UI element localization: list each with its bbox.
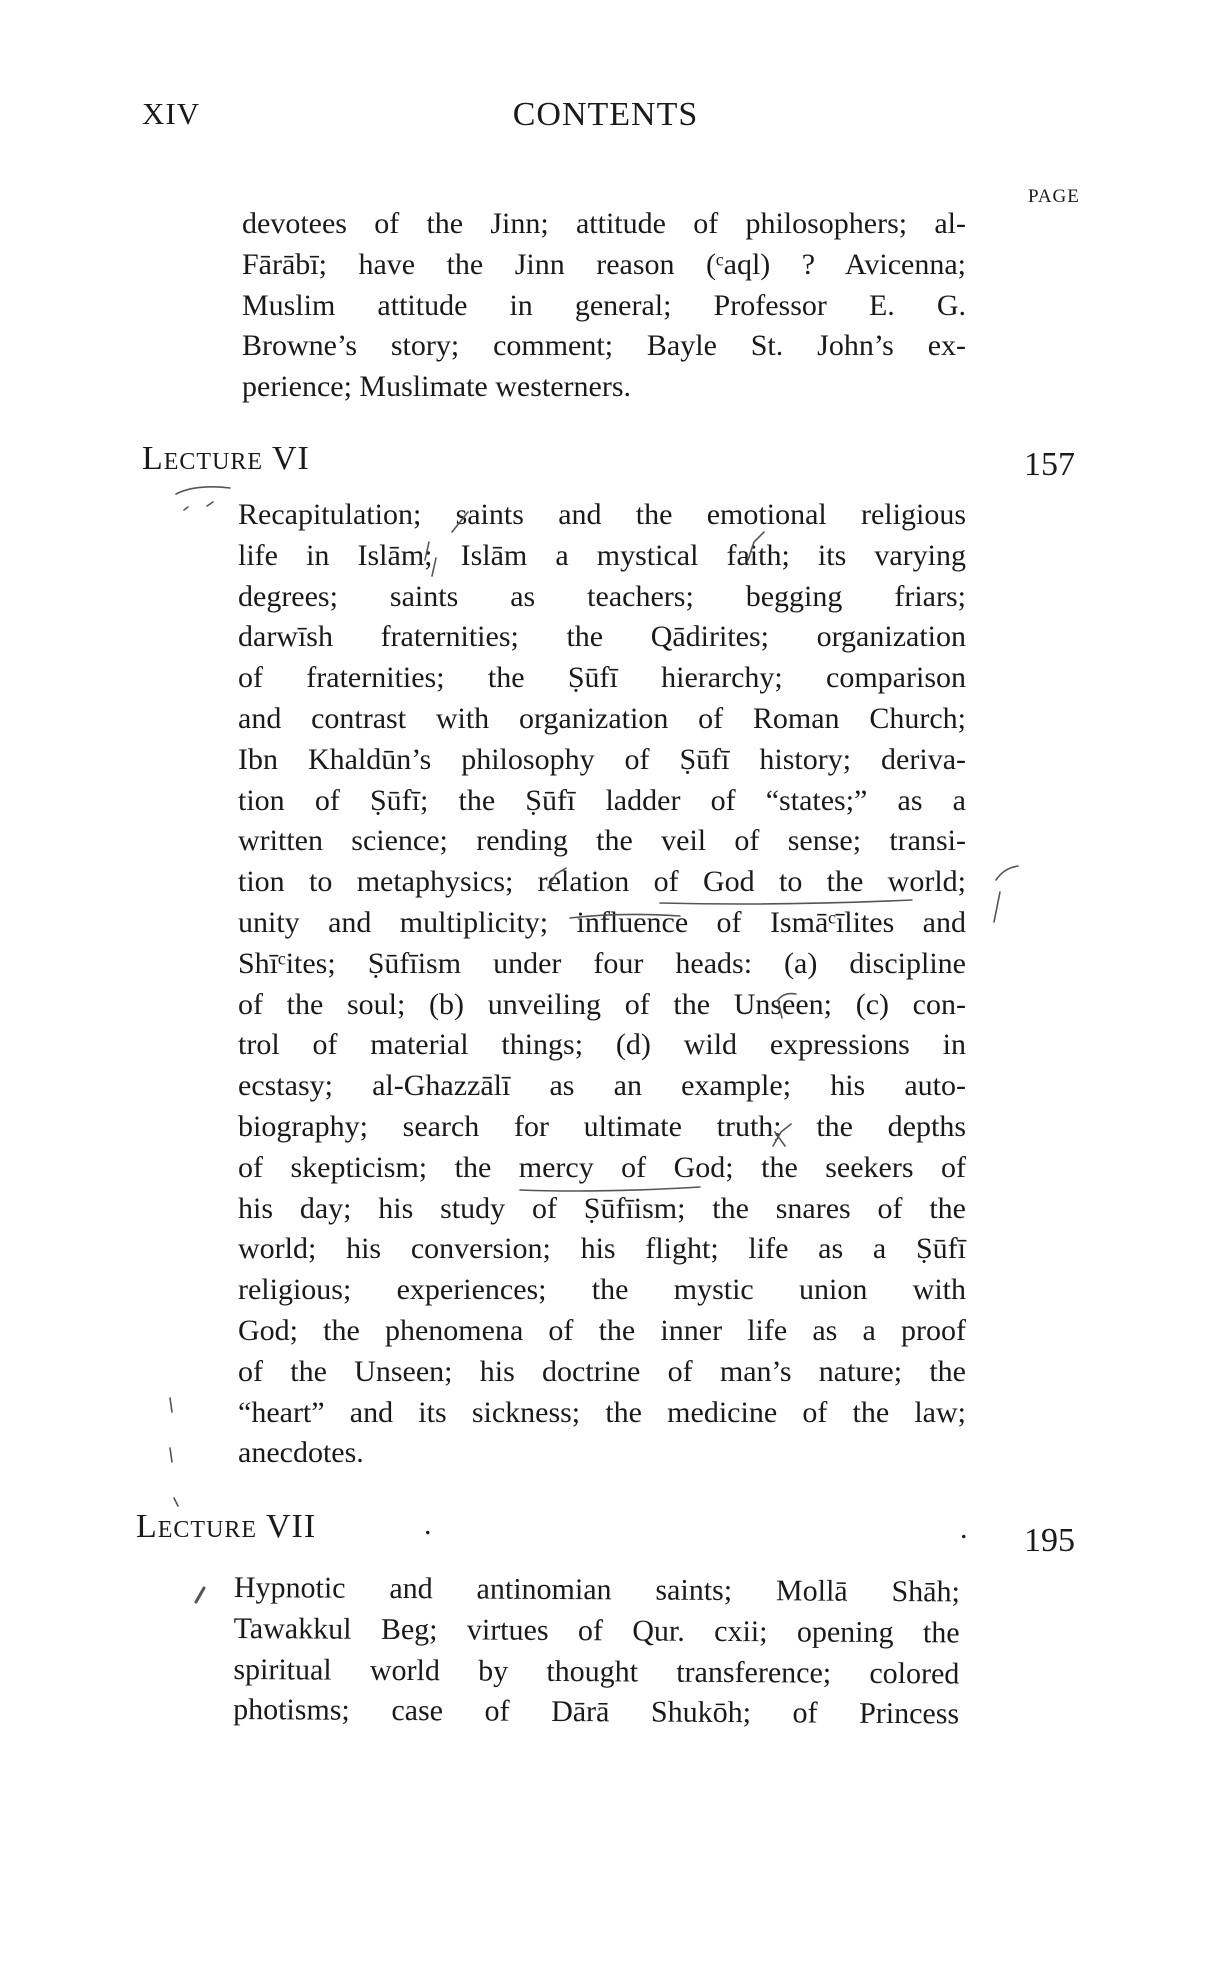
- pencil-slash: [196, 1588, 204, 1602]
- text-line: degrees; saints as teachers; begging friars;: [238, 579, 966, 613]
- text-line: Ibn Khaldūn’s philosophy of Ṣūfī history; deriva-: [238, 742, 966, 776]
- pencil-tick: [184, 507, 188, 510]
- text-line: life in Islām; Islām a mystical faith; its varying: [238, 538, 966, 572]
- pencil-mark: [994, 866, 1018, 922]
- text-line: religious; experiences; the mystic union with: [238, 1273, 966, 1307]
- text-line: of fraternities; the Ṣūfī hierarchy; comparison: [238, 661, 966, 695]
- text-line: written science; rending the veil of sense; transi-: [238, 824, 966, 858]
- pencil-hook: [176, 487, 230, 494]
- text-line: Browne’s story; comment; Bayle St. John’s ex-: [242, 329, 966, 363]
- text-line: world; his conversion; his flight; life as a Ṣūfī: [238, 1232, 966, 1266]
- text-line: devotees of the Jinn; attitude of philosophers; al-: [242, 207, 966, 240]
- lecture-summary: [233, 1568, 960, 1736]
- pencil-tick: [170, 1398, 172, 1412]
- text-line: of the soul; (b) unveiling of the Unseen; (c) con-: [238, 987, 966, 1021]
- text-line: photisms; case of Dārā Shukōh; of Princess: [233, 1693, 960, 1731]
- text-line: darwīsh fraternities; the Qādirites; organization: [238, 620, 966, 654]
- text-line: God; the phenomena of the inner life as a proof: [238, 1313, 966, 1347]
- continuation-paragraph: [242, 204, 966, 408]
- text-line: tion to metaphysics; relation of God to the world;: [238, 865, 966, 899]
- text-line: Hypnotic and antinomian saints; Mollā Shāh;: [233, 1571, 960, 1609]
- lecture-heading: Lecture VI: [142, 440, 310, 477]
- leader-dot: .: [960, 1512, 968, 1545]
- running-head-title: CONTENTS: [512, 96, 699, 133]
- lecture-summary: [238, 495, 966, 1474]
- pencil-tick: [174, 1498, 178, 1506]
- text-line: ecstasy; al-Ghazzālī as an example; his auto-: [238, 1069, 966, 1103]
- text-line: Recapitulation; saints and the emotional religious: [238, 498, 966, 531]
- pencil-tick: [170, 1448, 172, 1462]
- text-line: tion of Ṣūfī; the Ṣūfī ladder of “states;” as a: [238, 783, 966, 817]
- page-number: 195: [1024, 1522, 1075, 1559]
- leader-dot: .: [424, 1508, 432, 1541]
- lecture-heading: Lecture VII: [136, 1508, 317, 1545]
- page-number: 157: [1024, 446, 1075, 483]
- text-line: biography; search for ultimate truth; the depths: [238, 1109, 966, 1143]
- text-line: anecdotes.: [238, 1436, 364, 1470]
- text-line: Shīᶜites; Ṣūfīism under four heads: (a) discipline: [238, 946, 966, 980]
- text-line: and contrast with organization of Roman Church;: [238, 701, 966, 735]
- folio: XIV: [142, 96, 201, 131]
- text-line: “heart” and its sickness; the medicine of the law;: [238, 1395, 966, 1429]
- text-line: of skepticism; the mercy of God; the seekers of: [238, 1150, 966, 1184]
- text-line: unity and multiplicity; influence of Ismāᶜīlites and: [238, 905, 966, 939]
- text-line: trol of material things; (d) wild expressions in: [238, 1028, 966, 1062]
- text-line: Tawakkul Beg; virtues of Qur. cxii; opening the: [233, 1611, 960, 1650]
- pencil-tick: [207, 502, 213, 506]
- text-line: his day; his study of Ṣūfīism; the snares of the: [238, 1191, 966, 1225]
- text-line: spiritual world by thought transference; colored: [233, 1652, 960, 1691]
- text-line: perience; Muslimate westerners.: [242, 370, 632, 404]
- page-column-label: PAGE: [1028, 186, 1080, 207]
- text-line: of the Unseen; his doctrine of man’s nature; the: [238, 1354, 966, 1388]
- text-line: Fārābī; have the Jinn reason (ᶜaql) ? Avicenna;: [242, 247, 966, 281]
- text-line: Muslim attitude in general; Professor E. G.: [242, 288, 966, 322]
